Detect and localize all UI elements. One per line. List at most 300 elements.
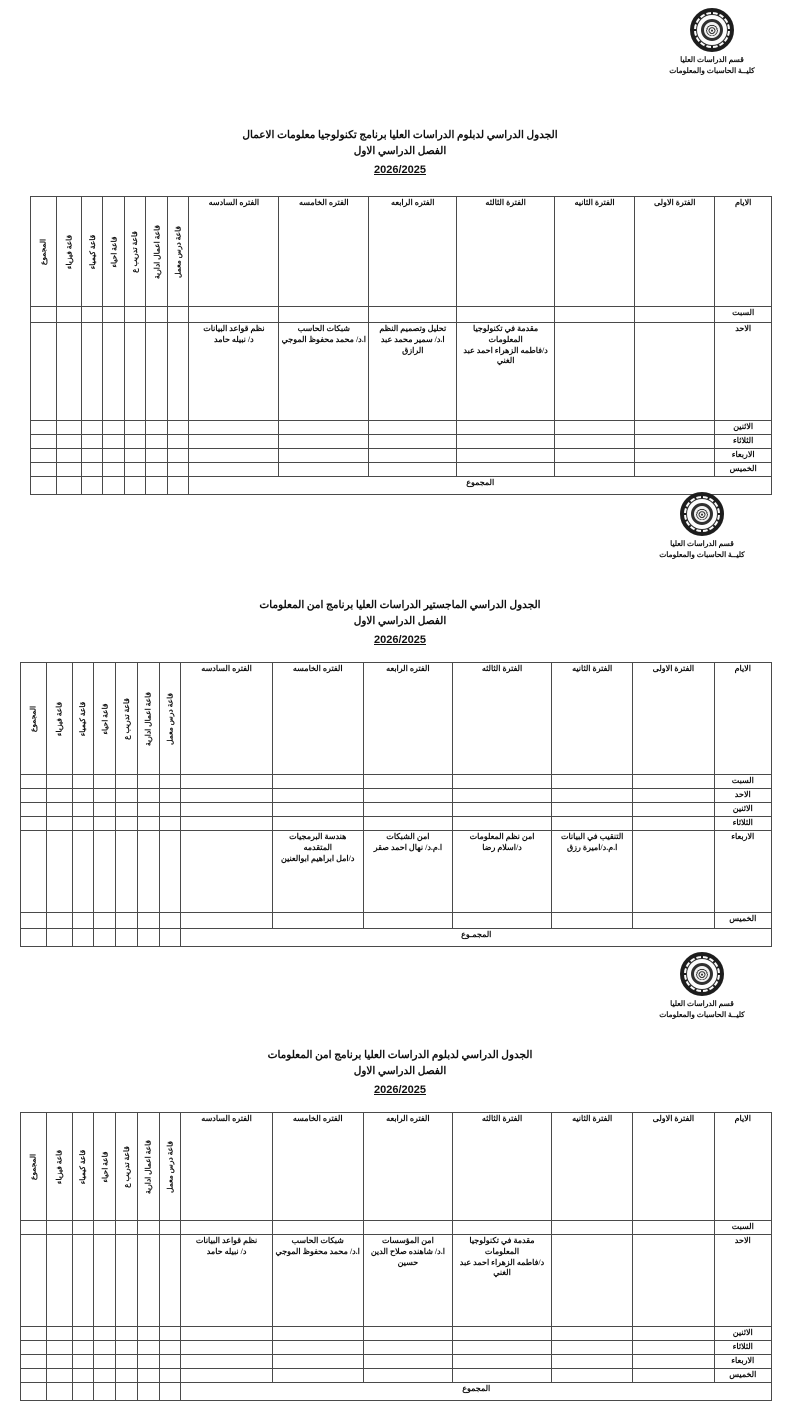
room-count-cell [116, 1355, 138, 1369]
header-period-6: الفتره السادسه [189, 197, 279, 307]
empty-slot-cell [457, 421, 555, 435]
room-count-cell [116, 1369, 138, 1383]
room-count-cell [137, 831, 159, 913]
empty-slot-cell [633, 913, 714, 929]
room-count-cell [72, 1327, 94, 1341]
header-period-1: الفترة الاولى [635, 197, 715, 307]
table-row [21, 803, 772, 817]
empty-slot-cell [181, 1341, 272, 1355]
empty-slot-cell [635, 323, 715, 421]
total-room-cell [94, 929, 116, 947]
room-count-cell [159, 1221, 181, 1235]
empty-slot-cell [369, 421, 457, 435]
room-count-cell [31, 463, 57, 477]
room-count-cell [159, 817, 181, 831]
table-row [31, 323, 772, 421]
header-period-5: الفتره الخامسه [279, 197, 369, 307]
room-count-cell [146, 463, 168, 477]
table-header-row [21, 1113, 772, 1221]
empty-slot-cell [181, 1369, 272, 1383]
room-count-cell [124, 435, 146, 449]
university-seal-icon [680, 952, 724, 996]
department-name: قسم الدراسات العليا [670, 539, 734, 548]
total-label: المجموع [189, 477, 772, 495]
course-cell [452, 1235, 551, 1327]
room-count-cell [159, 803, 181, 817]
empty-slot-cell [181, 831, 272, 913]
course-instructor: د/ نبيله حامد [206, 1246, 247, 1256]
header-room-2 [137, 663, 159, 775]
empty-slot-cell [633, 1327, 714, 1341]
header-room-1 [159, 663, 181, 775]
day-cell-الخميس: الخميس [715, 463, 772, 477]
room-count-cell [46, 803, 72, 817]
empty-slot-cell [272, 803, 363, 817]
course-instructor: د/اسلام رضا [482, 842, 522, 852]
room-count-cell [116, 1327, 138, 1341]
schedule-table-wrapper [0, 196, 800, 495]
header-period-5: الفتره الخامسه [272, 1113, 363, 1221]
room-count-cell [124, 463, 146, 477]
table-row [31, 449, 772, 463]
room-count-cell [72, 1221, 94, 1235]
day-cell-الاثنين: الاثنين [714, 1327, 771, 1341]
room-count-cell [56, 307, 81, 323]
course-cell [363, 1235, 452, 1327]
empty-slot-cell [452, 775, 551, 789]
room-count-cell [146, 435, 168, 449]
table-row [21, 1341, 772, 1355]
header-period-4: الفتره الرابعه [363, 1113, 452, 1221]
room-count-cell [31, 421, 57, 435]
room-count-cell [137, 1355, 159, 1369]
header-room-6 [46, 1113, 72, 1221]
empty-slot-cell [457, 463, 555, 477]
empty-slot-cell [457, 449, 555, 463]
course-name: امن المؤسسات [381, 1236, 434, 1245]
room-count-cell [21, 1355, 47, 1369]
day-cell-الاحد: الاحد [714, 789, 771, 803]
room-count-cell [72, 775, 94, 789]
room-count-cell [146, 323, 168, 421]
room-count-cell [72, 913, 94, 929]
room-count-cell [159, 1341, 181, 1355]
empty-slot-cell [633, 831, 714, 913]
room-count-cell [46, 831, 72, 913]
room-count-cell [167, 421, 189, 435]
header-period-3: الفترة الثالثه [452, 663, 551, 775]
total-room-cell [159, 1383, 181, 1401]
total-room-cell [137, 1383, 159, 1401]
header-days: الايام [714, 663, 771, 775]
schedule-title-block [0, 598, 800, 649]
course-instructor: ا.د/ شاهنده صلاح الدين حسين [370, 1246, 445, 1267]
table-row [21, 913, 772, 929]
course-name: امن نظم المعلومات [469, 832, 535, 841]
table-row [21, 817, 772, 831]
empty-slot-cell [369, 307, 457, 323]
empty-slot-cell [555, 307, 635, 323]
total-room-cell [116, 929, 138, 947]
empty-slot-cell [369, 435, 457, 449]
course-name: التنقيب في البيانات [560, 832, 624, 841]
empty-slot-cell [272, 817, 363, 831]
header-room-label: قاعة احياء [100, 702, 110, 735]
faculty-name: كليــة الحاسبات والمعلومات [669, 65, 755, 75]
course-instructor: د/فاطمه الزهراء احمد عبد الغني [459, 1257, 545, 1278]
empty-slot-cell [552, 789, 633, 803]
empty-slot-cell [552, 817, 633, 831]
room-count-cell [167, 463, 189, 477]
room-count-cell [21, 1341, 47, 1355]
room-count-cell [81, 323, 103, 421]
room-count-cell [94, 831, 116, 913]
room-count-cell [167, 449, 189, 463]
schedule-table [20, 1112, 772, 1401]
header-room-4 [103, 197, 125, 307]
empty-slot-cell [633, 1341, 714, 1355]
header-room-5 [72, 1113, 94, 1221]
empty-slot-cell [555, 463, 635, 477]
room-count-cell [72, 1369, 94, 1383]
empty-slot-cell [181, 817, 272, 831]
header-period-2: الفترة الثانيه [552, 663, 633, 775]
room-count-cell [167, 323, 189, 421]
empty-slot-cell [363, 913, 452, 929]
room-count-cell [124, 323, 146, 421]
header-room-6 [56, 197, 81, 307]
total-label: المجمـوع [181, 929, 772, 947]
table-row [21, 1221, 772, 1235]
course-name: شبكات الحاسب [297, 324, 350, 333]
room-count-cell [124, 449, 146, 463]
room-count-cell [137, 1369, 159, 1383]
room-count-cell [159, 1369, 181, 1383]
room-count-cell [116, 789, 138, 803]
table-row [31, 307, 772, 323]
header-room-label: قاعة درس معمل [173, 225, 183, 278]
room-count-cell [116, 1235, 138, 1327]
empty-slot-cell [363, 817, 452, 831]
empty-slot-cell [189, 449, 279, 463]
table-row [21, 1235, 772, 1327]
room-count-cell [159, 1355, 181, 1369]
department-name: قسم الدراسات العليا [670, 999, 734, 1008]
day-cell-الخميس: الخميس [714, 1369, 771, 1383]
empty-slot-cell [363, 1369, 452, 1383]
course-cell [181, 1235, 272, 1327]
header-room-label: قاعة كيمياء [87, 234, 97, 269]
empty-slot-cell [181, 1327, 272, 1341]
empty-slot-cell [272, 775, 363, 789]
room-count-cell [94, 1235, 116, 1327]
total-room-cell [146, 477, 168, 495]
total-room-cell [46, 1383, 72, 1401]
header-room-2 [146, 197, 168, 307]
header-days: الايام [715, 197, 772, 307]
room-count-cell [137, 789, 159, 803]
schedule-title: الجدول الدراسي الماجستير الدراسات العليا برنامج امن المعلومات [259, 600, 541, 611]
room-count-cell [159, 775, 181, 789]
header-period-3: الفترة الثالثه [452, 1113, 551, 1221]
room-count-cell [21, 789, 47, 803]
empty-slot-cell [181, 1221, 272, 1235]
room-count-cell [124, 421, 146, 435]
empty-slot-cell [181, 789, 272, 803]
empty-slot-cell [363, 1327, 452, 1341]
header-room-label: المجموع [38, 238, 48, 265]
room-count-cell [81, 421, 103, 435]
room-count-cell [46, 913, 72, 929]
day-cell-الاربعاء: الاربعاء [714, 831, 771, 913]
day-cell-الاحد: الاحد [715, 323, 772, 421]
room-count-cell [46, 775, 72, 789]
header-room-7 [21, 663, 47, 775]
header-room-label: قاعة اعمال ادارية [143, 1139, 153, 1194]
room-count-cell [116, 817, 138, 831]
letterhead-block [597, 952, 800, 1021]
room-count-cell [31, 323, 57, 421]
empty-slot-cell [555, 449, 635, 463]
empty-slot-cell [633, 803, 714, 817]
course-instructor: ا.د/ سمير محمد عبد الرازق [380, 334, 445, 355]
course-name: هندسة البرمجيات المتقدمه [289, 832, 347, 852]
header-room-7 [31, 197, 57, 307]
room-count-cell [159, 789, 181, 803]
room-count-cell [46, 1221, 72, 1235]
room-count-cell [116, 831, 138, 913]
course-name: تحليل وتصميم النظم [379, 324, 447, 333]
empty-slot-cell [552, 803, 633, 817]
day-cell-الاربعاء: الاربعاء [715, 449, 772, 463]
room-count-cell [56, 435, 81, 449]
room-count-cell [72, 817, 94, 831]
course-cell [272, 1235, 363, 1327]
empty-slot-cell [272, 1355, 363, 1369]
course-cell [369, 323, 457, 421]
room-count-cell [72, 803, 94, 817]
empty-slot-cell [272, 1327, 363, 1341]
empty-slot-cell [181, 913, 272, 929]
course-instructor: ا.د/ محمد محفوظ الموجي [275, 1246, 360, 1256]
table-row [31, 435, 772, 449]
header-room-label: قاعة درس معمل [165, 1140, 175, 1193]
room-count-cell [159, 913, 181, 929]
room-count-cell [94, 789, 116, 803]
room-count-cell [46, 817, 72, 831]
semester-label: الفصل الدراسي الاول [353, 145, 447, 157]
room-count-cell [159, 1235, 181, 1327]
header-period-6: الفتره السادسه [181, 1113, 272, 1221]
table-header-row [31, 197, 772, 307]
letterhead-block [607, 8, 800, 77]
empty-slot-cell [452, 1327, 551, 1341]
room-count-cell [146, 307, 168, 323]
room-count-cell [94, 1327, 116, 1341]
header-period-2: الفترة الثانيه [555, 197, 635, 307]
empty-slot-cell [181, 803, 272, 817]
room-count-cell [21, 1327, 47, 1341]
table-row [21, 1369, 772, 1383]
room-count-cell [137, 1221, 159, 1235]
room-count-cell [137, 1341, 159, 1355]
header-room-label: قاعة فيزياء [54, 701, 64, 736]
room-count-cell [137, 775, 159, 789]
course-cell [552, 831, 633, 913]
empty-slot-cell [633, 817, 714, 831]
empty-slot-cell [635, 421, 715, 435]
header-room-label: قاعة تدريب ع [122, 1145, 132, 1188]
room-count-cell [21, 817, 47, 831]
room-count-cell [21, 775, 47, 789]
room-count-cell [159, 831, 181, 913]
room-count-cell [21, 1221, 47, 1235]
empty-slot-cell [633, 789, 714, 803]
empty-slot-cell [189, 435, 279, 449]
schedule-table [30, 196, 772, 495]
empty-slot-cell [272, 1341, 363, 1355]
empty-slot-cell [635, 435, 715, 449]
room-count-cell [116, 803, 138, 817]
empty-slot-cell [552, 1355, 633, 1369]
day-cell-السبت: السبت [715, 307, 772, 323]
room-count-cell [146, 449, 168, 463]
room-count-cell [72, 789, 94, 803]
total-label: المجموع [181, 1383, 772, 1401]
empty-slot-cell [633, 1355, 714, 1369]
header-room-2 [137, 1113, 159, 1221]
academic-year: 2026/2025 [374, 633, 426, 646]
department-name: قسم الدراسات العليا [680, 55, 744, 64]
room-count-cell [21, 1369, 47, 1383]
faculty-name: كليــة الحاسبات والمعلومات [659, 1009, 745, 1019]
room-count-cell [137, 913, 159, 929]
table-row [31, 463, 772, 477]
room-count-cell [46, 1235, 72, 1327]
course-name: امن الشبكات [386, 832, 430, 841]
room-count-cell [31, 307, 57, 323]
table-header-row [21, 663, 772, 775]
table-row [21, 1327, 772, 1341]
empty-slot-cell [635, 307, 715, 323]
empty-slot-cell [363, 789, 452, 803]
empty-slot-cell [452, 803, 551, 817]
header-days: الايام [714, 1113, 771, 1221]
total-row [21, 929, 772, 947]
header-room-label: قاعة تدريب ع [122, 697, 132, 740]
header-room-3 [116, 663, 138, 775]
course-instructor: ا.م.د/ نهال احمد صقر [373, 842, 443, 852]
empty-slot-cell [457, 435, 555, 449]
day-cell-الثلاثاء: الثلاثاء [715, 435, 772, 449]
table-row [21, 831, 772, 913]
room-count-cell [21, 1235, 47, 1327]
room-count-cell [159, 1327, 181, 1341]
header-room-3 [124, 197, 146, 307]
total-room-cell [167, 477, 189, 495]
empty-slot-cell [363, 1341, 452, 1355]
header-room-4 [94, 663, 116, 775]
room-count-cell [94, 1341, 116, 1355]
total-room-cell [46, 929, 72, 947]
empty-slot-cell [633, 775, 714, 789]
header-period-1: الفترة الاولى [633, 1113, 714, 1221]
course-instructor: ا.م.د/اميرة رزق [566, 842, 618, 852]
day-cell-الثلاثاء: الثلاثاء [714, 817, 771, 831]
course-cell [272, 831, 363, 913]
empty-slot-cell [369, 449, 457, 463]
course-instructor: د/امل ابراهيم ابوالعنين [281, 853, 355, 863]
room-count-cell [72, 1235, 94, 1327]
total-room-cell [72, 1383, 94, 1401]
header-room-5 [81, 197, 103, 307]
empty-slot-cell [552, 913, 633, 929]
course-cell [452, 831, 551, 913]
room-count-cell [46, 1369, 72, 1383]
empty-slot-cell [555, 421, 635, 435]
header-room-label: قاعة فيزياء [54, 1149, 64, 1184]
day-cell-الاثنين: الاثنين [714, 803, 771, 817]
room-count-cell [81, 449, 103, 463]
header-room-label: قاعة اعمال ادارية [152, 224, 162, 279]
empty-slot-cell [552, 1327, 633, 1341]
room-count-cell [103, 463, 125, 477]
university-seal-icon [680, 492, 724, 536]
room-count-cell [124, 307, 146, 323]
room-count-cell [94, 1355, 116, 1369]
room-count-cell [94, 775, 116, 789]
header-room-label: قاعة اعمال ادارية [143, 691, 153, 746]
total-room-cell [159, 929, 181, 947]
room-count-cell [21, 803, 47, 817]
empty-slot-cell [279, 449, 369, 463]
room-count-cell [72, 831, 94, 913]
header-period-5: الفتره الخامسه [272, 663, 363, 775]
room-count-cell [167, 307, 189, 323]
empty-slot-cell [363, 1355, 452, 1369]
course-instructor: د/فاطمه الزهراء احمد عبد الغني [463, 345, 548, 366]
empty-slot-cell [452, 1341, 551, 1355]
room-count-cell [94, 913, 116, 929]
empty-slot-cell [635, 463, 715, 477]
total-room-cell [21, 929, 47, 947]
total-row [21, 1383, 772, 1401]
course-name: نظم قواعد البيانات [195, 1236, 258, 1245]
course-instructor: ا.د/ محمد محفوظ الموجي [281, 334, 366, 344]
room-count-cell [46, 1355, 72, 1369]
empty-slot-cell [635, 449, 715, 463]
empty-slot-cell [552, 1235, 633, 1327]
course-cell [363, 831, 452, 913]
semester-label: الفصل الدراسي الاول [353, 1065, 447, 1077]
header-room-label: المجموع [28, 705, 38, 732]
header-period-6: الفتره السادسه [181, 663, 272, 775]
room-count-cell [137, 1327, 159, 1341]
schedule-title-block [0, 1048, 800, 1099]
room-count-cell [94, 1369, 116, 1383]
room-count-cell [56, 323, 81, 421]
empty-slot-cell [363, 775, 452, 789]
semester-label: الفصل الدراسي الاول [353, 615, 447, 627]
total-room-cell [31, 477, 57, 495]
course-name: شبكات الحاسب [291, 1236, 344, 1245]
total-room-cell [103, 477, 125, 495]
header-period-4: الفتره الرابعه [363, 663, 452, 775]
day-cell-السبت: السبت [714, 775, 771, 789]
empty-slot-cell [457, 307, 555, 323]
room-count-cell [56, 421, 81, 435]
empty-slot-cell [279, 463, 369, 477]
